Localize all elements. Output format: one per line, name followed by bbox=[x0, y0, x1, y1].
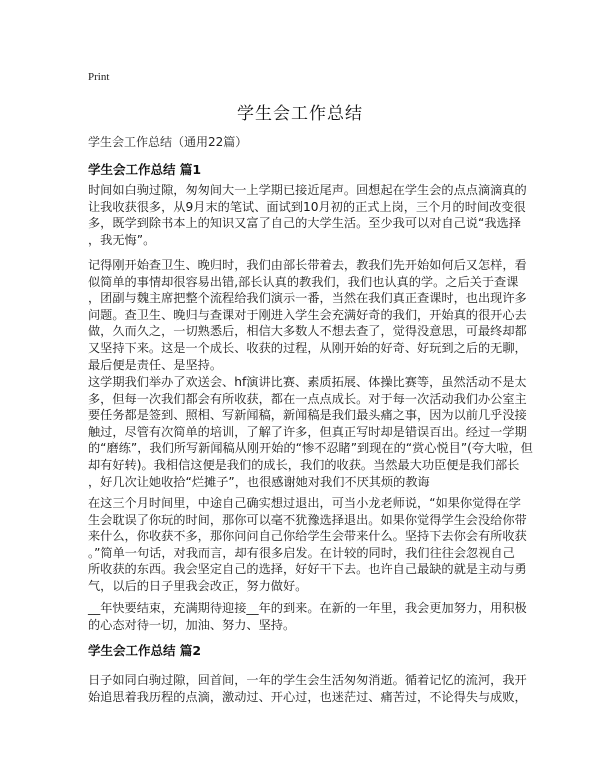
text-line: 的“磨练”，我们所写新闻稿从刚开始的“惨不忍睹”到现在的“赏心悦目”(夸大啦，但 bbox=[88, 441, 533, 456]
text-line: 时间如白驹过隙，匆匆间大一上学期已接近尾声。回想起在学生会的点点滴滴真的 bbox=[88, 183, 527, 197]
text-line: 所收获的东西。我会坚定自己的选择，好好干下去。也许自己最缺的就是主动与勇 bbox=[88, 562, 527, 577]
text-line: 多，既学到除书本上的知识又富了自己的大学生活。至少我可以对自己说“我选择 bbox=[88, 216, 521, 231]
text-line: 又坚持下来。这是一个成长、收获的过程，从刚开始的好奇、好玩到之后的无聊， bbox=[88, 340, 527, 355]
text-line: 做，久而久之，一切熟悉后，相信大多数人不想去查了，觉得没意思，可最终却都 bbox=[88, 324, 527, 339]
paragraph-1-5 bbox=[88, 600, 528, 633]
text-line: ，我无悔”。 bbox=[88, 232, 156, 247]
text-line: 始追思着我历程的点滴，激动过、开心过，也迷茫过、痛苦过，不论得失与成败， bbox=[88, 689, 527, 704]
print-label[interactable]: Print bbox=[88, 71, 110, 83]
text-line: ，好几次让她收拾“烂摊子”，也很感谢她对我们不厌其烦的教诲 bbox=[88, 474, 430, 489]
text-line: 生会耽误了你玩的时间，那你可以毫不犹豫选择退出。如果你觉得学生会没给你带 bbox=[88, 512, 527, 527]
document-title: 学生会工作总结 bbox=[237, 104, 363, 124]
text-line: 最后便是责任、是坚持。 bbox=[88, 357, 223, 372]
section-heading-2: 学生会工作总结 篇2 bbox=[88, 643, 202, 658]
text-line: __年快要结束，充满期待迎接__年的到来。在新的一年里，我会更加努力，用积极 bbox=[88, 601, 527, 615]
text-line: 在这三个月时间里，中途自己确实想过退出，可当小龙老师说，“如果你觉得在学 bbox=[88, 496, 521, 510]
paragraph-1-1 bbox=[88, 182, 528, 248]
paragraph-2-1 bbox=[88, 672, 528, 705]
text-line: 这学期我们举办了欢送会、hf演讲比赛、素质拓展、体操比赛等，虽然活动不是太 bbox=[88, 375, 527, 389]
text-line: ，团副与魏主席把整个流程给我们演示一番，当然在我们真正查课时，也出现许多 bbox=[88, 291, 527, 306]
text-line: 日子如同白驹过隙，回首间，一年的学生会生活匆匆消逝。循着记忆的流河，我开 bbox=[88, 673, 527, 687]
paragraph-1-3 bbox=[88, 374, 533, 490]
text-line: 要任务都是签到、照相、写新闻稿，新闻稿是我们最头痛之事，因为以前几乎没接 bbox=[88, 408, 527, 423]
text-line: 来什么，你收获不多，那你问问自己你给学生会带来什么。坚持下去你会有所收获 bbox=[88, 529, 527, 544]
text-line: 多，但每一次我们都会有所收获，都在一点点成长。对于每一次活动我们办公室主 bbox=[88, 391, 527, 406]
text-line: 问题。查卫生、晚归与查课对于刚进入学生会充满好奇的我们，开始真的很开心去 bbox=[88, 307, 527, 322]
paragraph-1-4 bbox=[88, 495, 528, 595]
text-line: 却有好转)。我相信这便是我们的成长，我们的收获。当然最大功臣便是我们部长 bbox=[88, 457, 520, 472]
paragraph-1-2 bbox=[88, 257, 528, 373]
text-line: 气，以后的日子里我会改正，努力做好。 bbox=[88, 578, 308, 593]
text-line: 。”简单一句话，对我而言，却有很多启发。在计较的同时，我们往往会忽视自己 bbox=[88, 545, 515, 560]
text-line: 记得刚开始查卫生、晚归时，我们由部长带着去，教我们先开始如何后又怎样，看 bbox=[88, 258, 527, 272]
text-line: 的心态对待一切，加油、努力、坚持。 bbox=[88, 617, 296, 632]
document-subtitle: 学生会工作总结（通用22篇） bbox=[88, 135, 248, 149]
text-line: 触过，尽管有次简单的培训，了解了许多，但真正写时却是错误百出。经过一学期 bbox=[88, 424, 527, 439]
text-line: 似简单的事情却很容易出错,部长认真的教我们，我们也认真的学。之后关于查课 bbox=[88, 274, 519, 289]
section-heading-1: 学生会工作总结 篇1 bbox=[88, 162, 202, 177]
text-line: 让我收获很多，从9月末的笔试、面试到10月初的正式上岗，三个月的时间改变很 bbox=[88, 199, 526, 214]
